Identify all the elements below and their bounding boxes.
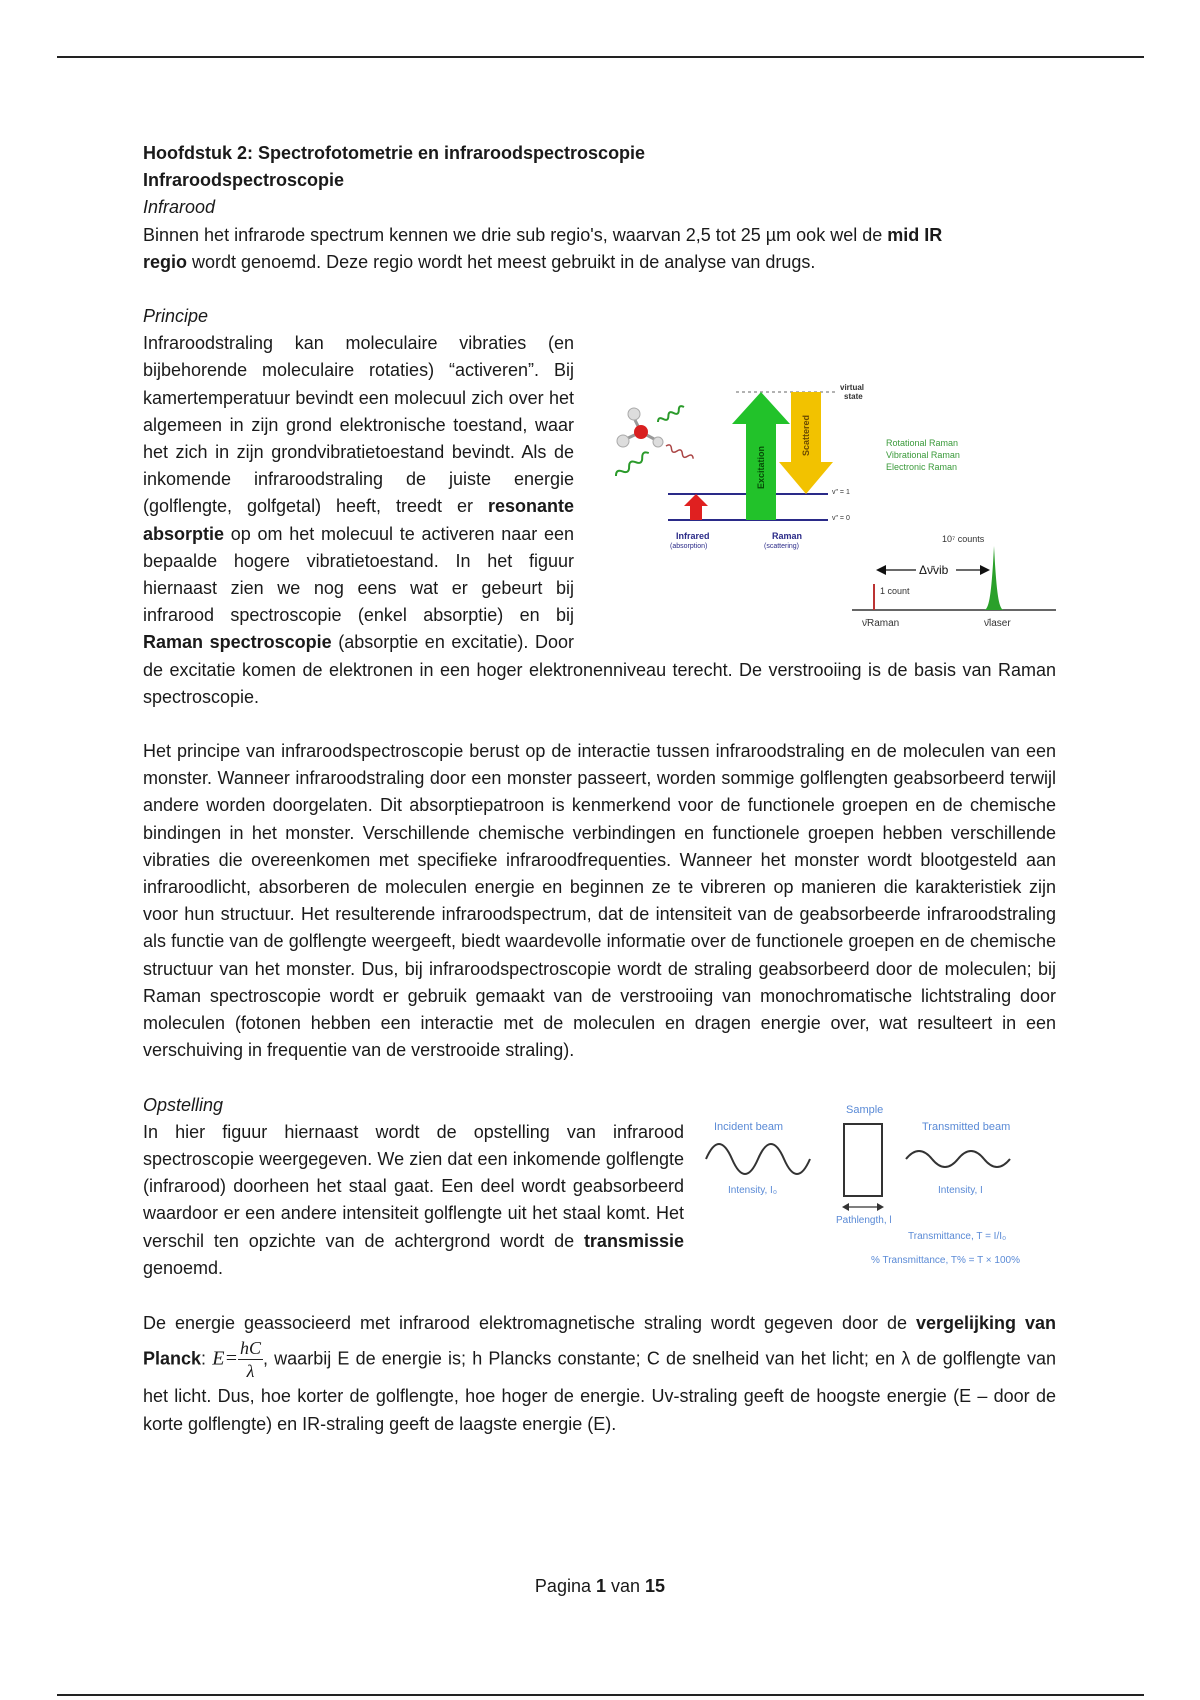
text-run: Binnen het infrarode spectrum kennen we drie sub regio's, waarvan 2,5 tot 25 µm ook wel de — [143, 224, 888, 245]
sample-box — [844, 1124, 882, 1196]
text-run: (absorptie en excitatie). Door de excitatie komen de elektronen in een hoger elektronenniveau terecht. De verstrooiing is de basis van Raman spectroscopie. — [143, 632, 1056, 707]
transmission-setup-figure — [696, 1097, 1066, 1277]
paragraph-principe-2: Het principe van infraroodspectroscopie berust op de interactie tussen infraroodstraling en de moleculen van een monster. Wanneer infraroodstraling door een monster passeert, worden sommige golflengten geabsorbeerd terwijl andere worden doorgelaten. Dit absorptiepatroon is kenmerkend voor de functionele groepen en de chemische bindingen in het monster. Verschillende chemische verbindingen en functionele groepen hebben verschillende vibraties die overeenkomen met specifieke infraroodfrequenties. Wanneer het monster wordt blootgesteld aan infraroodlicht, absorberen de moleculen energie en beginnen ze te vibreren op manieren die karakteristiek zijn voor hun structuur. Het resulterende infraroodspectrum, dat de intensiteit van de geabsorbeerde infraroodstraling als functie van de golflengte weergeeft, biedt waardevolle informatie over de functionele groepen en de chemische structuur van het monster. Dus, bij infraroodspectroscopie wordt de straling geabsorbeerd door de moleculen; bij Raman spectroscopie wordt er gebruik gemaakt van de verstrooiing van monochromatische lichtstraling door moleculen (fotonen hebben een interactie met de moleculen en dragen energie over, wat resulteert in een verschuiving in frequentie van de verstrooide straling). — [143, 741, 1056, 1061]
bottom-rule — [57, 1694, 1144, 1696]
label-infrared: Infrared — [676, 531, 710, 542]
bold-run: transmissie — [583, 1230, 684, 1251]
text-run: , waarbij E de energie is; h Plancks constante; C de snelheid van het licht; en λ de golflengte van het licht. Dus, hoe korter de golflengte, hoe hoger de energie. Uv-straling geeft de hoogste energie (E – door de korte golflengte) en IR-straling geeft de laagste energie (E). — [143, 1348, 1056, 1434]
label-absorption: (absorption) — [670, 543, 708, 551]
bold-run: resonante absorptie — [143, 496, 574, 544]
infrared-arrow-icon — [684, 494, 708, 520]
bold-run: Raman spectroscopie — [143, 632, 332, 653]
label-percent-transmittance: % Transmittance, T% = T × 100% — [871, 1254, 1020, 1266]
paragraph-planck — [143, 1309, 1056, 1438]
heading-principe: Principe — [143, 306, 209, 327]
planck-fraction — [238, 1337, 263, 1382]
text-run: op om het molecuul te activeren naar een bepaalde hogere vibratietoestand. In het figuur hiernaast zien we nog eens wat er gebeurt bij infrarood spectroscopie (enkel absorptie) en bij — [143, 523, 574, 626]
transmitted-wave-icon — [906, 1151, 1010, 1167]
page-body — [143, 140, 1056, 1438]
label-v0: v" = 0 — [832, 515, 850, 523]
chapter-title: Hoofdstuk 2: Spectrofotometrie en infraroodspectroscopie — [143, 143, 646, 163]
text-run: : — [201, 1348, 213, 1369]
laser-peak — [984, 546, 1004, 610]
molecule-icon — [614, 405, 694, 479]
label-excitation: Excitation — [756, 446, 766, 490]
text-run: genoemd. — [143, 1257, 224, 1278]
label-intensity-in: Intensity, I₀ — [728, 1184, 777, 1196]
top-rule — [57, 56, 1144, 58]
label-electronic-raman: Electronic Raman — [886, 462, 958, 473]
footer-mid: van — [606, 1576, 646, 1596]
fraction-numerator: hC — [239, 1337, 261, 1358]
bold-run: mid IR — [887, 224, 943, 245]
label-transmittance: Transmittance, T = I/I₀ — [908, 1230, 1007, 1242]
heading-infrarood: Infrarood — [143, 197, 216, 218]
fraction-denominator: λ — [246, 1360, 255, 1381]
incident-wave-icon — [706, 1144, 810, 1174]
text-run: wordt genoemd. Deze regio wordt het meest gebruikt in de analyse van drugs. — [187, 251, 816, 272]
label-incident-beam: Incident beam — [714, 1120, 784, 1133]
label-rotational-raman: Rotational Raman — [886, 438, 959, 449]
text-run: Infraroodstraling kan moleculaire vibraties (en bijbehorende moleculaire rotaties) “activeren”. Bij kamertemperatuur bevindt een molecuul zich over het algemeen in zijn grond elektronische toestand, waar het zich in zijn grondvibratietoestand bevindt. Als de inkomende infraroodstraling de juiste energie (golflengte, golfgetal) heeft, treedt er — [143, 333, 574, 517]
label-intensity-out: Intensity, I — [938, 1184, 983, 1196]
label-vibrational-raman: Vibrational Raman — [886, 450, 960, 461]
label-virtual-state: state — [844, 392, 863, 402]
bold-run: regio — [143, 251, 188, 272]
page-footer — [0, 1576, 1200, 1597]
label-virtual: virtual — [840, 384, 865, 393]
heading-opstelling: Opstelling — [143, 1094, 224, 1115]
label-scattering: (scattering) — [764, 543, 800, 551]
paragraph-principe — [143, 330, 1056, 711]
label-one-count: 1 count — [880, 586, 910, 597]
paragraph-opstelling — [143, 1103, 1056, 1282]
label-nu-laser: ν̄laser — [984, 618, 1011, 630]
section-title: Infraroodspectroscopie — [143, 170, 345, 191]
label-raman: Raman — [772, 531, 803, 542]
label-scattered: Scattered — [801, 415, 811, 457]
label-pathlength: Pathlength, l — [836, 1214, 892, 1226]
raman-infrared-figure — [586, 384, 1056, 646]
label-transmitted-beam: Transmitted beam — [922, 1120, 1011, 1133]
bold-run: vergelijking van Planck — [143, 1312, 1056, 1369]
label-nu-raman: ν̄Raman — [862, 618, 900, 630]
text-run: De energie geassocieerd met infrarood elektromagnetische straling wordt gegeven door de — [143, 1312, 916, 1333]
label-delta-nu: Δν̄vib — [919, 563, 949, 578]
label-sample: Sample — [846, 1103, 884, 1116]
equation-lhs: E= — [212, 1347, 238, 1370]
footer-page-total: 15 — [645, 1576, 666, 1596]
label-counts: 10⁷ counts — [942, 534, 985, 545]
footer-page-number: 1 — [595, 1576, 606, 1596]
footer-prefix: Pagina — [534, 1576, 596, 1596]
text-run: In hier figuur hiernaast wordt de opstelling van infrarood spectroscopie weergegeven. We zien dat een inkomende golflengte (infrarood) doorheen het staal gaat. Een deel wordt geabsorbeerd waardoor er een andere intensiteit golflengte uit het staal komt. Het verschil ten opzichte van de achtergrond wordt de — [143, 1121, 684, 1251]
paragraph-infrarood — [143, 222, 1056, 276]
label-v1: v" = 1 — [832, 489, 850, 497]
